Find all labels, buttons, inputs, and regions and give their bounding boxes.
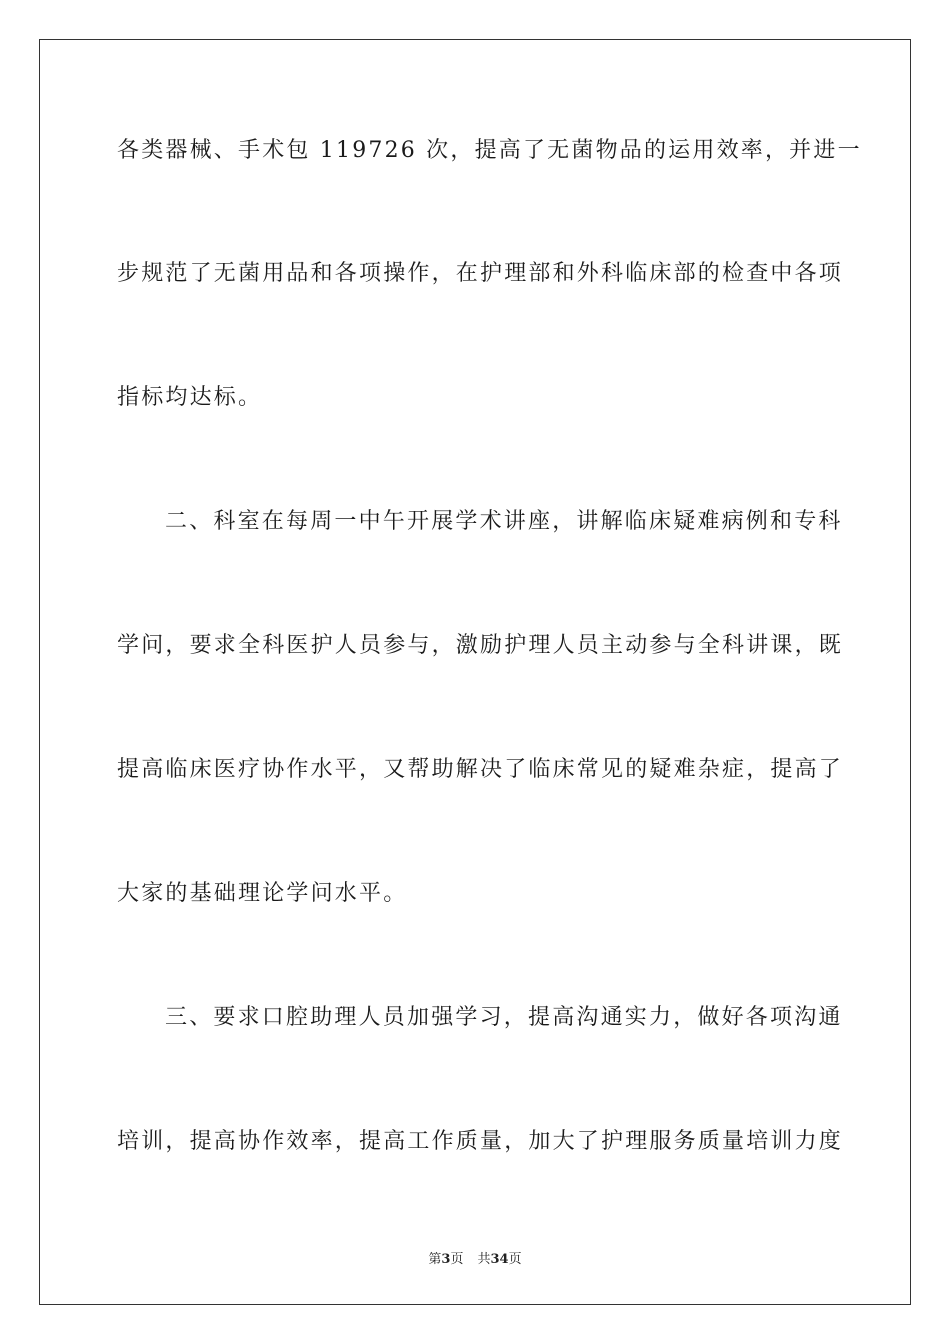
- total-pages: 34: [490, 1252, 509, 1267]
- paragraph-first-line: 二、科室在每周一中午开展学术讲座，讲解临床疑难病例和专科: [165, 509, 843, 534]
- body-line: 各类器械、手术包 119726 次，提高了无菌物品的运用效率，并进一: [117, 138, 862, 163]
- total-prefix: 共: [477, 1252, 491, 1267]
- body-line: 指标均达标。: [117, 385, 263, 410]
- page-suffix: 页: [450, 1252, 464, 1267]
- body-line: 步规范了无菌用品和各项操作，在护理部和外科临床部的检查中各项: [117, 261, 844, 286]
- paragraph-first-line: 三、要求口腔助理人员加强学习，提高沟通实力，做好各项沟通: [165, 1005, 843, 1030]
- total-suffix: 页: [508, 1252, 522, 1267]
- body-line: 大家的基础理论学问水平。: [117, 881, 408, 906]
- page-footer: [0, 1248, 950, 1267]
- body-line: 学问，要求全科医护人员参与，激励护理人员主动参与全科讲课，既: [117, 633, 844, 658]
- body-line: 培训，提高协作效率，提高工作质量，加大了护理服务质量培训力度: [117, 1129, 844, 1154]
- page-prefix: 第: [428, 1252, 442, 1267]
- page-number: 3: [441, 1252, 451, 1267]
- page-border: [39, 39, 911, 1305]
- body-line: 提高临床医疗协作水平，又帮助解决了临床常见的疑难杂症，提高了: [117, 757, 844, 782]
